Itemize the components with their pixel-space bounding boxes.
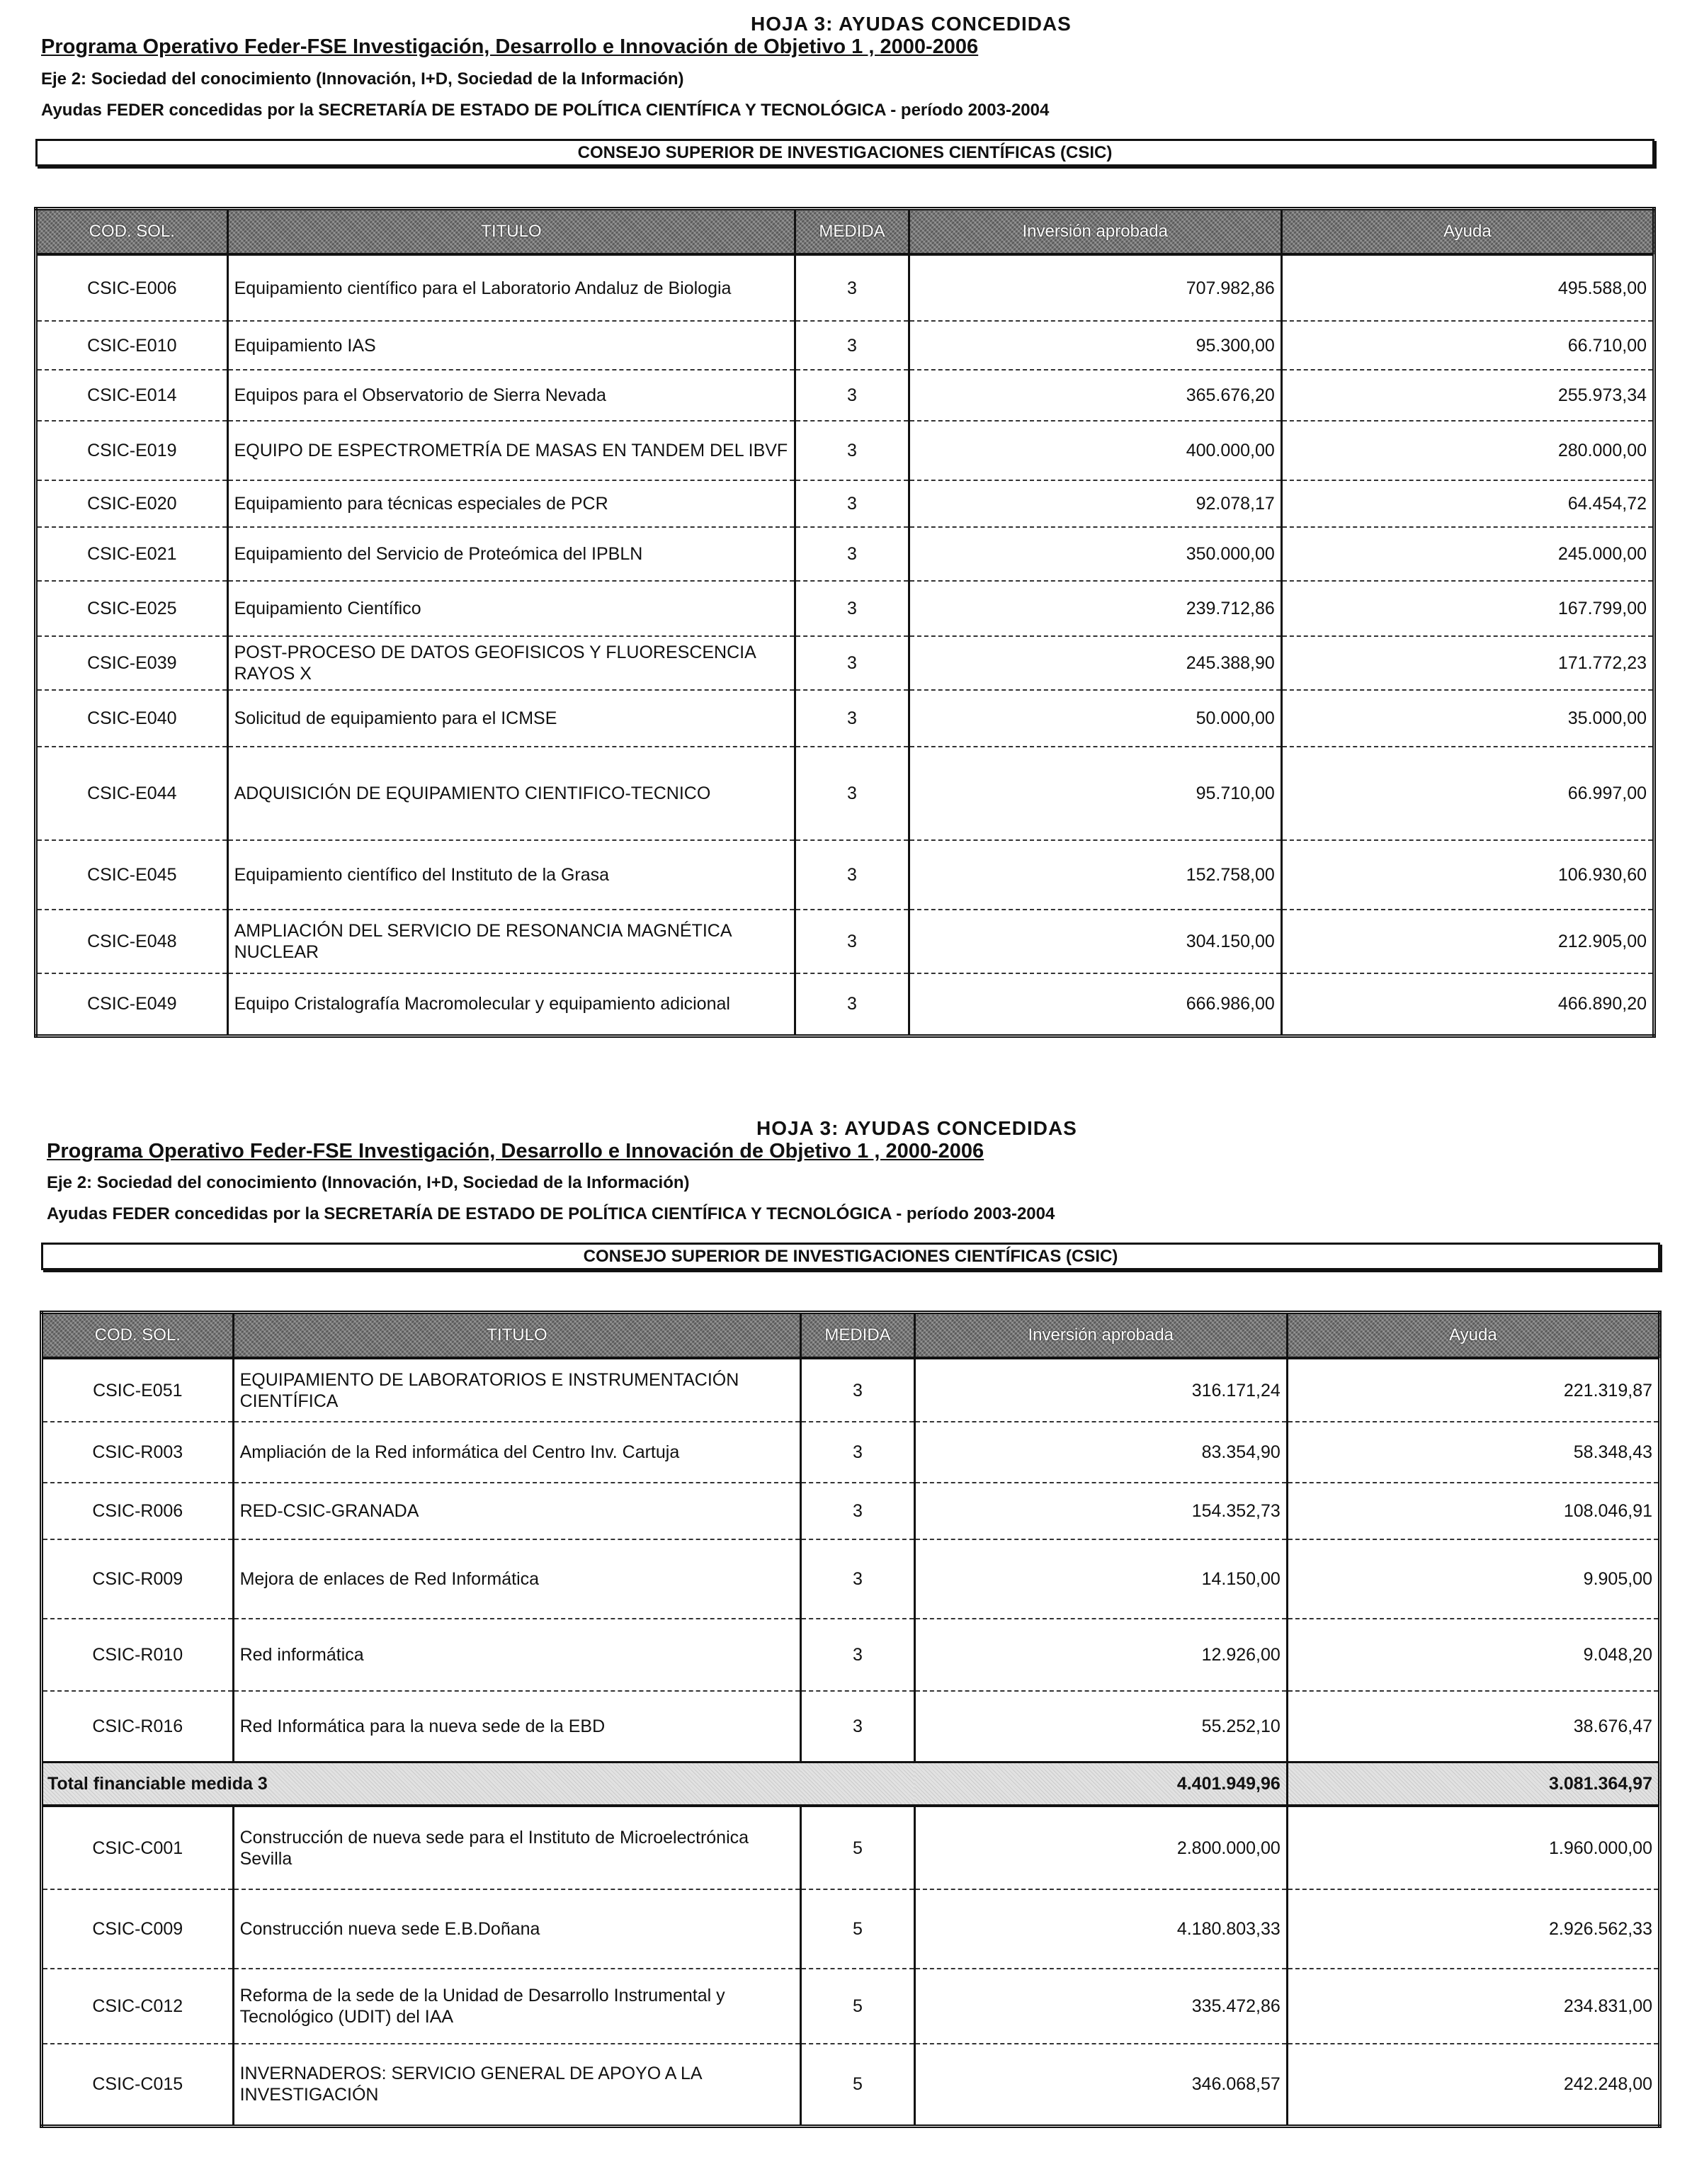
cell-ayuda: 9.048,20 <box>1287 1619 1659 1691</box>
col-ayuda: Ayuda <box>1287 1313 1659 1359</box>
col-cod: COD. SOL. <box>42 1313 234 1359</box>
grants-table-2 <box>40 1311 1662 2128</box>
cell-medida: 3 <box>801 1539 914 1619</box>
cell-inversion: 400.000,00 <box>909 421 1281 480</box>
cell-cod: CSIC-E045 <box>36 840 228 910</box>
cell-titulo: Equipamiento para técnicas especiales de PCR <box>227 480 795 527</box>
cell-medida: 3 <box>801 1422 914 1483</box>
cell-cod: CSIC-E040 <box>36 690 228 747</box>
table-row <box>36 747 1654 840</box>
program-title: Programa Operativo Feder-FSE Investigación, Desarrollo e Innovación de Objetivo 1 , 2000-2006 <box>41 35 979 58</box>
cell-ayuda: 64.454,72 <box>1281 480 1654 527</box>
cell-medida: 3 <box>795 254 909 321</box>
table-row <box>42 1969 1660 2044</box>
col-inversion: Inversión aprobada <box>909 209 1281 255</box>
cell-titulo: Equipo Cristalografía Macromolecular y equipamiento adicional <box>227 973 795 1036</box>
cell-medida: 3 <box>795 581 909 636</box>
cell-titulo: Red informática <box>233 1619 801 1691</box>
cell-ayuda: 66.710,00 <box>1281 321 1654 370</box>
table-row <box>36 910 1654 973</box>
table-row <box>42 1806 1660 1889</box>
sheet-title-2: HOJA 3: AYUDAS CONCEDIDAS <box>756 1117 1077 1139</box>
cell-medida: 3 <box>795 636 909 690</box>
grants-table-1 <box>34 207 1656 1038</box>
cell-cod: CSIC-C001 <box>42 1806 234 1889</box>
cell-inversion: 12.926,00 <box>914 1619 1287 1691</box>
cell-ayuda: 212.905,00 <box>1281 910 1654 973</box>
cell-titulo: Construcción nueva sede E.B.Doñana <box>233 1889 801 1969</box>
cell-ayuda: 234.831,00 <box>1287 1969 1659 2044</box>
cell-medida: 3 <box>795 370 909 421</box>
cell-titulo: EQUIPO DE ESPECTROMETRÍA DE MASAS EN TANDEM DEL IBVF <box>227 421 795 480</box>
cell-titulo: Equipamiento científico para el Laboratorio Andaluz de Biologia <box>227 254 795 321</box>
cell-inversion: 304.150,00 <box>909 910 1281 973</box>
cell-inversion: 707.982,86 <box>909 254 1281 321</box>
cell-medida: 5 <box>801 1806 914 1889</box>
cell-cod: CSIC-E010 <box>36 321 228 370</box>
table-row <box>36 421 1654 480</box>
cell-medida: 3 <box>801 1691 914 1762</box>
cell-cod: CSIC-C009 <box>42 1889 234 1969</box>
cell-ayuda: 108.046,91 <box>1287 1483 1659 1539</box>
cell-ayuda: 245.000,00 <box>1281 527 1654 581</box>
cell-ayuda: 1.960.000,00 <box>1287 1806 1659 1889</box>
cell-titulo: Reforma de la sede de la Unidad de Desarrollo Instrumental y Tecnológico (UDIT) del IAA <box>233 1969 801 2044</box>
cell-inversion: 350.000,00 <box>909 527 1281 581</box>
cell-medida: 3 <box>795 840 909 910</box>
cell-medida: 5 <box>801 2044 914 2126</box>
table-row <box>42 1422 1660 1483</box>
total-inversion: 4.401.949,96 <box>914 1762 1287 1806</box>
cell-titulo: Solicitud de equipamiento para el ICMSE <box>227 690 795 747</box>
total-label: Total financiable medida 3 <box>42 1762 801 1806</box>
col-medida: MEDIDA <box>801 1313 914 1359</box>
col-titulo: TITULO <box>227 209 795 255</box>
sheet-title: HOJA 3: AYUDAS CONCEDIDAS <box>751 13 1072 35</box>
cell-inversion: 346.068,57 <box>914 2044 1287 2126</box>
cell-inversion: 245.388,90 <box>909 636 1281 690</box>
cell-titulo: INVERNADEROS: SERVICIO GENERAL DE APOYO A LA INVESTIGACIÓN <box>233 2044 801 2126</box>
table-header-row <box>42 1313 1660 1359</box>
table-header-row <box>36 209 1654 255</box>
cell-inversion: 666.986,00 <box>909 973 1281 1036</box>
table-row <box>36 973 1654 1036</box>
cell-cod: CSIC-E019 <box>36 421 228 480</box>
table-row <box>36 527 1654 581</box>
cell-inversion: 4.180.803,33 <box>914 1889 1287 1969</box>
cell-inversion: 83.354,90 <box>914 1422 1287 1483</box>
cell-cod: CSIC-R003 <box>42 1422 234 1483</box>
cell-inversion: 365.676,20 <box>909 370 1281 421</box>
table-row <box>42 1619 1660 1691</box>
cell-titulo: Equipamiento IAS <box>227 321 795 370</box>
organization-box: CONSEJO SUPERIOR DE INVESTIGACIONES CIENTÍFICAS (CSIC) <box>35 139 1654 166</box>
cell-inversion: 154.352,73 <box>914 1483 1287 1539</box>
cell-cod: CSIC-R010 <box>42 1619 234 1691</box>
cell-ayuda: 280.000,00 <box>1281 421 1654 480</box>
cell-medida: 3 <box>795 973 909 1036</box>
cell-inversion: 55.252,10 <box>914 1691 1287 1762</box>
table-row <box>42 1539 1660 1619</box>
col-titulo: TITULO <box>233 1313 801 1359</box>
cell-cod: CSIC-E044 <box>36 747 228 840</box>
table-row <box>36 690 1654 747</box>
cell-cod: CSIC-R016 <box>42 1691 234 1762</box>
cell-ayuda: 495.588,00 <box>1281 254 1654 321</box>
cell-ayuda: 106.930,60 <box>1281 840 1654 910</box>
cell-inversion: 92.078,17 <box>909 480 1281 527</box>
cell-cod: CSIC-C015 <box>42 2044 234 2126</box>
grants-line: Ayudas FEDER concedidas por la SECRETARÍA DE ESTADO DE POLÍTICA CIENTÍFICA Y TECNOLÓGICA - período 2003-2004 <box>41 101 1050 120</box>
table-row <box>36 840 1654 910</box>
cell-titulo: RED-CSIC-GRANADA <box>233 1483 801 1539</box>
cell-ayuda: 171.772,23 <box>1281 636 1654 690</box>
table-row <box>36 370 1654 421</box>
col-ayuda: Ayuda <box>1281 209 1654 255</box>
cell-ayuda: 2.926.562,33 <box>1287 1889 1659 1969</box>
cell-inversion: 95.710,00 <box>909 747 1281 840</box>
table-row <box>36 480 1654 527</box>
cell-ayuda: 255.973,34 <box>1281 370 1654 421</box>
cell-titulo: Equipamiento Científico <box>227 581 795 636</box>
cell-titulo: ADQUISICIÓN DE EQUIPAMIENTO CIENTIFICO-TECNICO <box>227 747 795 840</box>
cell-medida: 3 <box>795 690 909 747</box>
cell-cod: CSIC-R009 <box>42 1539 234 1619</box>
cell-cod: CSIC-E014 <box>36 370 228 421</box>
table-row <box>42 1483 1660 1539</box>
col-inversion: Inversión aprobada <box>914 1313 1287 1359</box>
cell-ayuda: 35.000,00 <box>1281 690 1654 747</box>
cell-cod: CSIC-E049 <box>36 973 228 1036</box>
table-row <box>42 2044 1660 2126</box>
cell-inversion: 335.472,86 <box>914 1969 1287 2044</box>
col-medida: MEDIDA <box>795 209 909 255</box>
cell-medida: 3 <box>801 1619 914 1691</box>
cell-ayuda: 9.905,00 <box>1287 1539 1659 1619</box>
cell-cod: CSIC-E048 <box>36 910 228 973</box>
cell-medida: 3 <box>795 421 909 480</box>
organization-box-2: CONSEJO SUPERIOR DE INVESTIGACIONES CIENTÍFICAS (CSIC) <box>41 1243 1660 1270</box>
cell-cod: CSIC-E025 <box>36 581 228 636</box>
total-ayuda: 3.081.364,97 <box>1287 1762 1659 1806</box>
axis-line: Eje 2: Sociedad del conocimiento (Innovación, I+D, Sociedad de la Información) <box>41 69 684 89</box>
cell-cod: CSIC-E006 <box>36 254 228 321</box>
cell-medida: 5 <box>801 1889 914 1969</box>
axis-line-2: Eje 2: Sociedad del conocimiento (Innovación, I+D, Sociedad de la Información) <box>47 1173 690 1192</box>
total-row <box>42 1762 1660 1806</box>
table-row <box>42 1358 1660 1422</box>
cell-titulo: EQUIPAMIENTO DE LABORATORIOS E INSTRUMENTACIÓN CIENTÍFICA <box>233 1358 801 1422</box>
cell-medida: 3 <box>795 321 909 370</box>
cell-medida: 3 <box>795 910 909 973</box>
cell-titulo: Ampliación de la Red informática del Centro Inv. Cartuja <box>233 1422 801 1483</box>
cell-titulo: Red Informática para la nueva sede de la EBD <box>233 1691 801 1762</box>
cell-cod: CSIC-E021 <box>36 527 228 581</box>
cell-ayuda: 66.997,00 <box>1281 747 1654 840</box>
cell-cod: CSIC-C012 <box>42 1969 234 2044</box>
col-cod: COD. SOL. <box>36 209 228 255</box>
cell-inversion: 2.800.000,00 <box>914 1806 1287 1889</box>
cell-cod: CSIC-R006 <box>42 1483 234 1539</box>
table-row <box>42 1691 1660 1762</box>
grants-line-2: Ayudas FEDER concedidas por la SECRETARÍA DE ESTADO DE POLÍTICA CIENTÍFICA Y TECNOLÓGICA - período 2003-2004 <box>47 1204 1055 1223</box>
cell-inversion: 316.171,24 <box>914 1358 1287 1422</box>
cell-medida: 3 <box>801 1483 914 1539</box>
cell-titulo: Equipos para el Observatorio de Sierra Nevada <box>227 370 795 421</box>
cell-titulo: POST-PROCESO DE DATOS GEOFISICOS Y FLUORESCENCIA RAYOS X <box>227 636 795 690</box>
cell-titulo: Mejora de enlaces de Red Informática <box>233 1539 801 1619</box>
cell-cod: CSIC-E039 <box>36 636 228 690</box>
table-row <box>36 254 1654 321</box>
cell-medida: 5 <box>801 1969 914 2044</box>
cell-inversion: 239.712,86 <box>909 581 1281 636</box>
cell-inversion: 95.300,00 <box>909 321 1281 370</box>
cell-ayuda: 58.348,43 <box>1287 1422 1659 1483</box>
cell-inversion: 152.758,00 <box>909 840 1281 910</box>
cell-titulo: AMPLIACIÓN DEL SERVICIO DE RESONANCIA MAGNÉTICA NUCLEAR <box>227 910 795 973</box>
table-row <box>36 636 1654 690</box>
cell-titulo: Equipamiento del Servicio de Proteómica del IPBLN <box>227 527 795 581</box>
cell-ayuda: 242.248,00 <box>1287 2044 1659 2126</box>
cell-medida: 3 <box>795 747 909 840</box>
program-title-2: Programa Operativo Feder-FSE Investigación, Desarrollo e Innovación de Objetivo 1 , 2000-2006 <box>47 1140 984 1162</box>
cell-ayuda: 38.676,47 <box>1287 1691 1659 1762</box>
cell-medida: 3 <box>801 1358 914 1422</box>
cell-cod: CSIC-E020 <box>36 480 228 527</box>
cell-medida: 3 <box>795 527 909 581</box>
table-row <box>36 581 1654 636</box>
cell-inversion: 14.150,00 <box>914 1539 1287 1619</box>
cell-titulo: Equipamiento científico del Instituto de la Grasa <box>227 840 795 910</box>
cell-ayuda: 167.799,00 <box>1281 581 1654 636</box>
cell-ayuda: 466.890,20 <box>1281 973 1654 1036</box>
cell-ayuda: 221.319,87 <box>1287 1358 1659 1422</box>
table-row <box>42 1889 1660 1969</box>
cell-inversion: 50.000,00 <box>909 690 1281 747</box>
cell-cod: CSIC-E051 <box>42 1358 234 1422</box>
table-row <box>36 321 1654 370</box>
cell-medida: 3 <box>795 480 909 527</box>
cell-titulo: Construcción de nueva sede para el Instituto de Microelectrónica Sevilla <box>233 1806 801 1889</box>
